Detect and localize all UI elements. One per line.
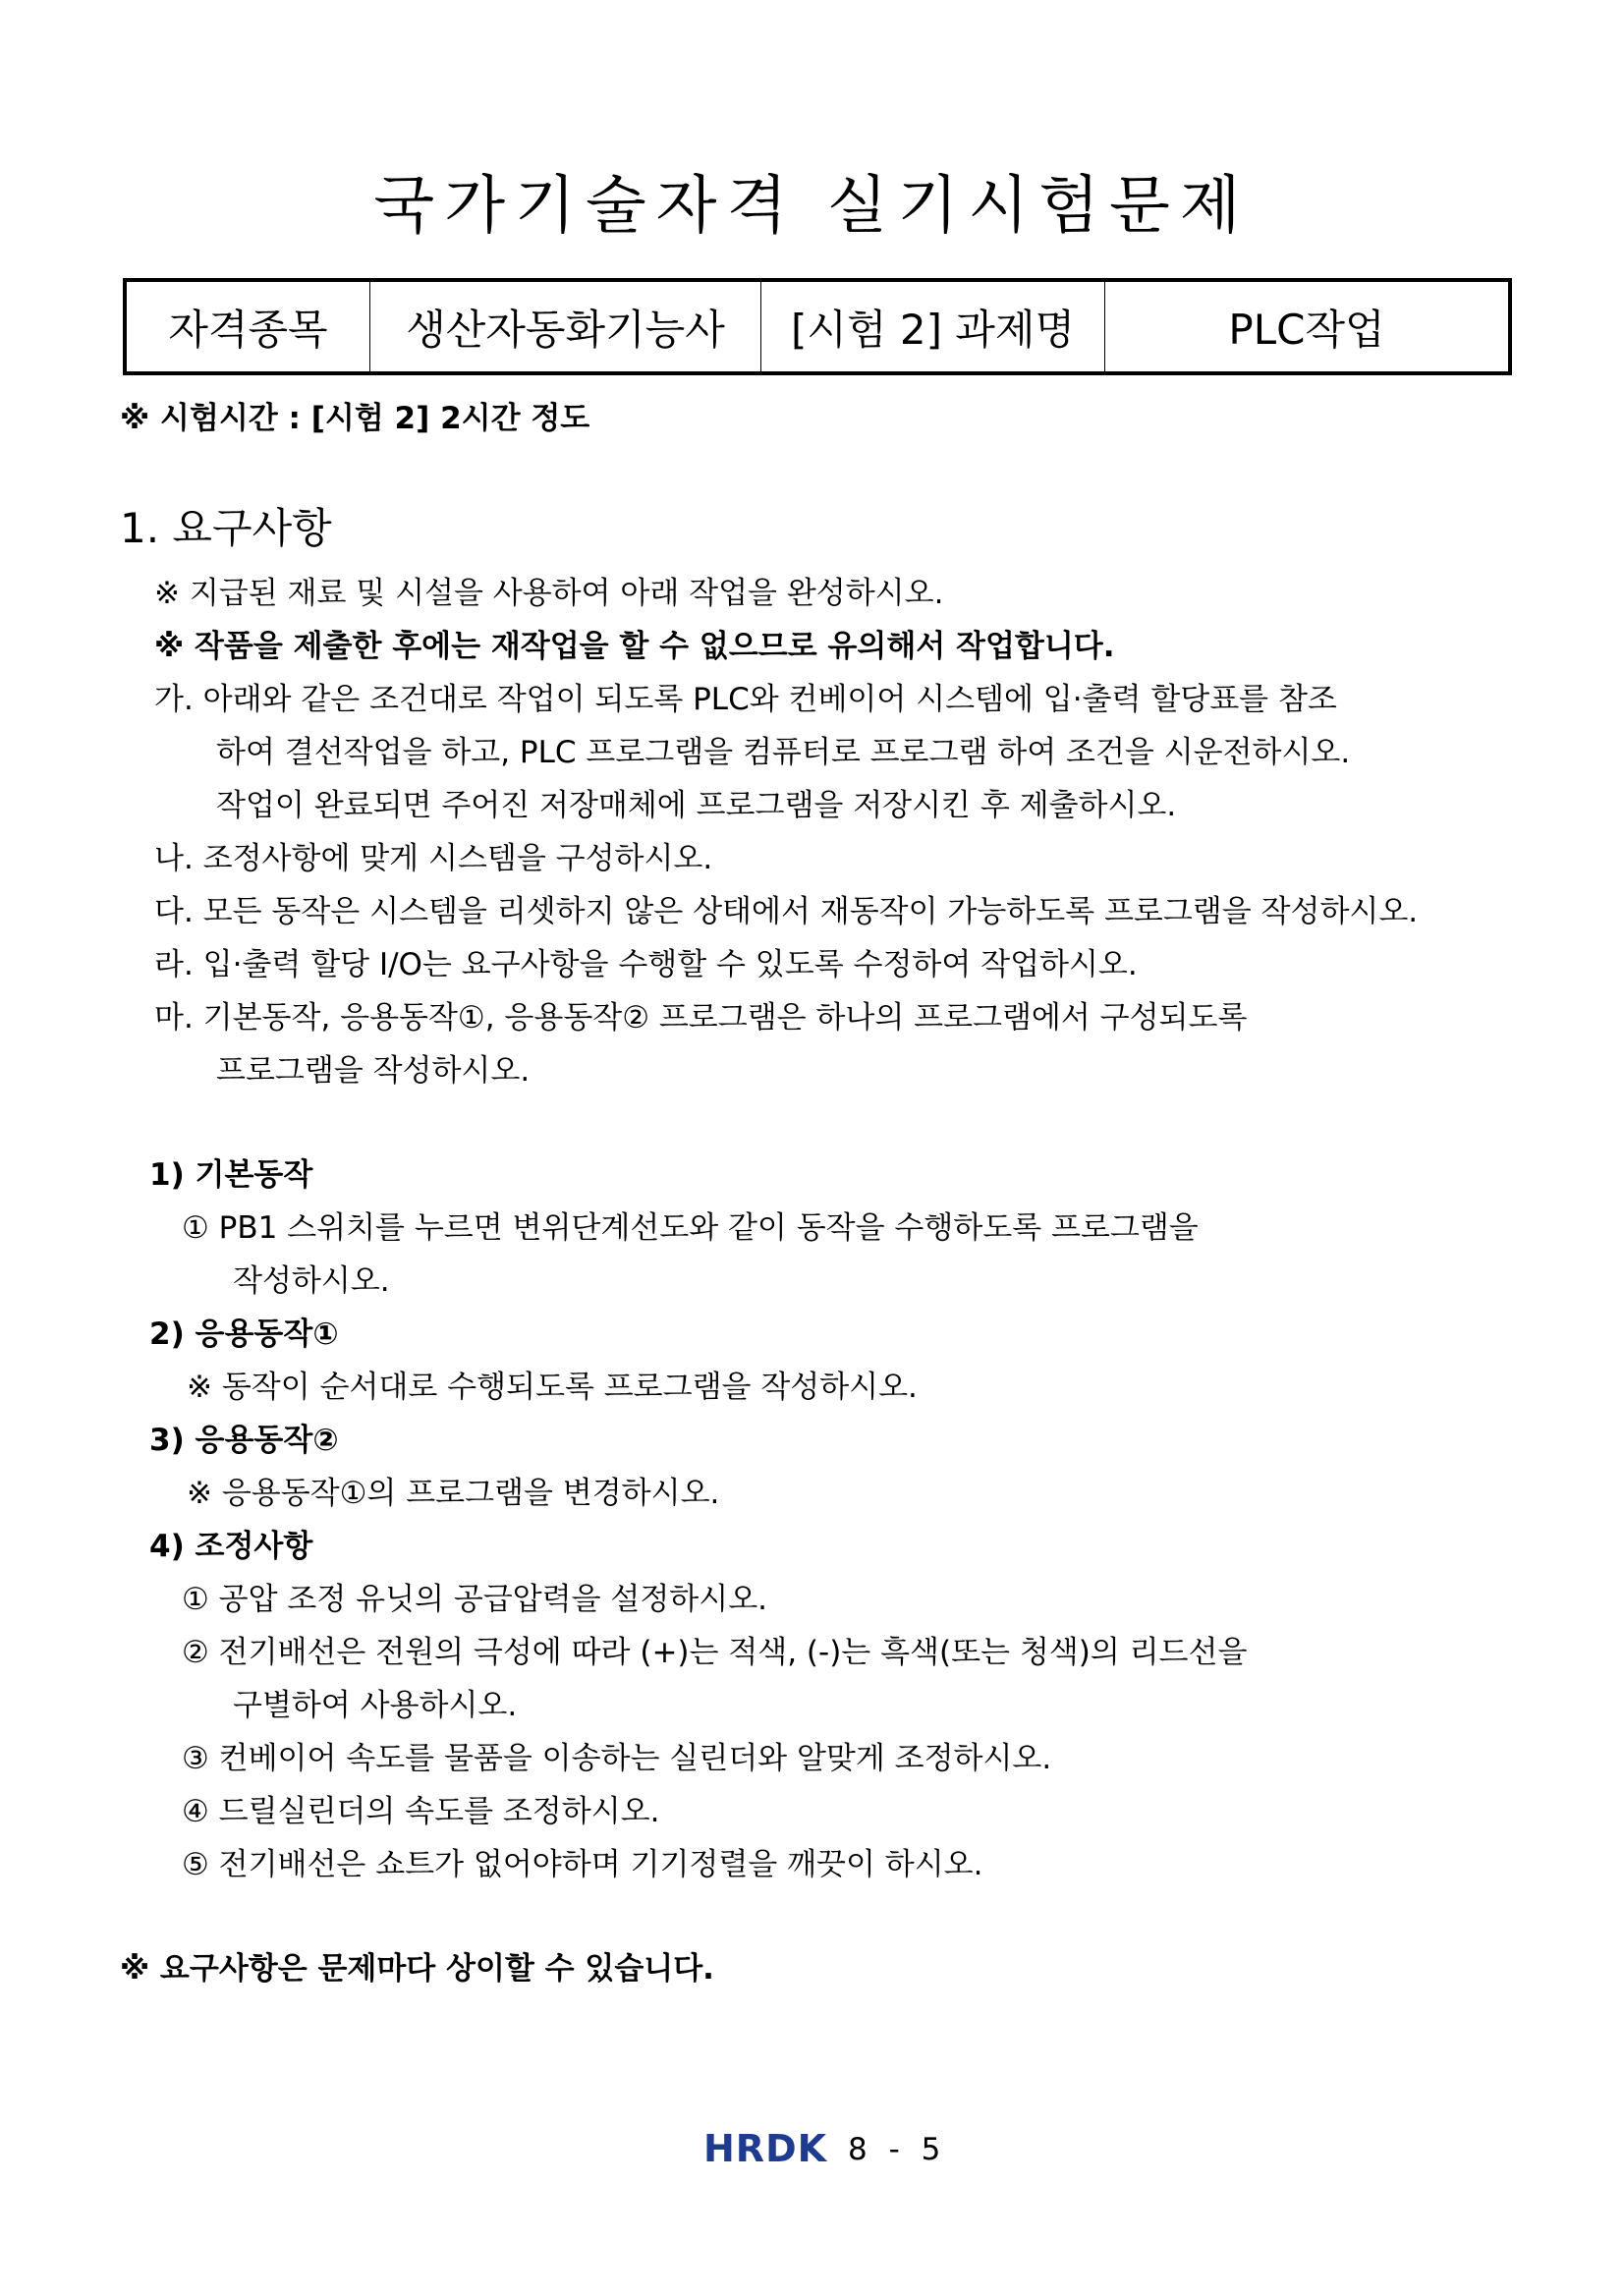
adjust-line4: ④ 드릴실린더의 속도를 조정하시오. bbox=[182, 1794, 660, 1829]
adjust-line3: ③ 컨베이어 속도를 물품을 이송하는 실린더와 알맞게 조정하시오. bbox=[182, 1741, 1052, 1776]
item-ma-line2: 프로그램을 작성하시오. bbox=[216, 1053, 531, 1089]
adjust-line1: ① 공압 조정 유닛의 공급압력을 설정하시오. bbox=[182, 1582, 767, 1617]
hrdk-logo: HRDK bbox=[703, 2127, 828, 2170]
item-da: 다. 모든 동작은 시스템을 리셋하지 않은 상태에서 재동작이 가능하도록 프로그램을 작성하시오. bbox=[154, 894, 1419, 929]
adjust-line2a: ② 전기배선은 전원의 극성에 따라 (+)는 적색, (-)는 흑색(또는 청색)의 리드선을 bbox=[182, 1635, 1248, 1670]
sub-heading-applied1: 2) 응용동작① bbox=[149, 1316, 339, 1352]
adjust-line5: ⑤ 전기배선은 쇼트가 없어야하며 기기정렬을 깨끗이 하시오. bbox=[182, 1847, 983, 1882]
applied1-line1: ※ 동작이 순서대로 수행되도록 프로그램을 작성하시오. bbox=[187, 1370, 918, 1405]
note-1: ※ 지급된 재료 및 시설을 사용하여 아래 작업을 완성하시오. bbox=[154, 576, 944, 611]
basic-line2: 작성하시오. bbox=[233, 1263, 390, 1299]
sub-heading-applied2: 3) 응용동작② bbox=[149, 1423, 339, 1458]
info-value-qualification: 생산자동화기능사 bbox=[370, 282, 761, 371]
item-ga-line2: 하여 결선작업을 하고, PLC 프로그램을 컴퓨터로 프로그램 하여 조건을 시운전하시오. bbox=[216, 735, 1351, 770]
basic-line1: ① PB1 스위치를 누르면 변위단계선도와 같이 동작을 수행하도록 프로그램을 bbox=[182, 1210, 1199, 1246]
note-2: ※ 작품을 제출한 후에는 재작업을 할 수 없으므로 유의해서 작업합니다. bbox=[154, 629, 1115, 664]
page-number: 8 - 5 bbox=[848, 2132, 947, 2167]
item-ma-line1: 마. 기본동작, 응용동작①, 응용동작② 프로그램은 하나의 프로그램에서 구성되도록 bbox=[154, 1000, 1248, 1036]
applied2-line1: ※ 응용동작①의 프로그램을 변경하시오. bbox=[187, 1476, 720, 1511]
info-value-task: PLC작업 bbox=[1228, 305, 1385, 354]
info-label-qualification: 자격종목 bbox=[127, 282, 370, 371]
section-heading: 1. 요구사항 bbox=[120, 504, 332, 552]
final-note: ※ 요구사항은 문제마다 상이할 수 있습니다. bbox=[120, 1951, 714, 1987]
item-ra: 라. 입·출력 할당 I/O는 요구사항을 수행할 수 있도록 수정하여 작업하시오. bbox=[154, 947, 1138, 982]
info-label-task: [시험 2] 과제명 bbox=[761, 282, 1105, 371]
adjust-line2b: 구별하여 사용하시오. bbox=[233, 1688, 518, 1723]
exam-time: ※ 시험시간 : [시험 2] 2시간 정도 bbox=[120, 401, 590, 436]
page-title: 국가기술자격 실기시험문제 bbox=[373, 170, 1251, 243]
sub-heading-adjust: 4) 조정사항 bbox=[149, 1529, 313, 1564]
item-na: 나. 조정사항에 맞게 시스템을 구성하시오. bbox=[154, 841, 713, 876]
item-ga-line1: 가. 아래와 같은 조건대로 작업이 되도록 PLC와 컨베이어 시스템에 입·출력 할당표를 참조 bbox=[154, 682, 1337, 717]
item-ga-line3: 작업이 완료되면 주어진 저장매체에 프로그램을 저장시킨 후 제출하시오. bbox=[216, 788, 1177, 823]
sub-heading-basic: 1) 기본동작 bbox=[149, 1157, 313, 1193]
info-table bbox=[123, 278, 1512, 375]
